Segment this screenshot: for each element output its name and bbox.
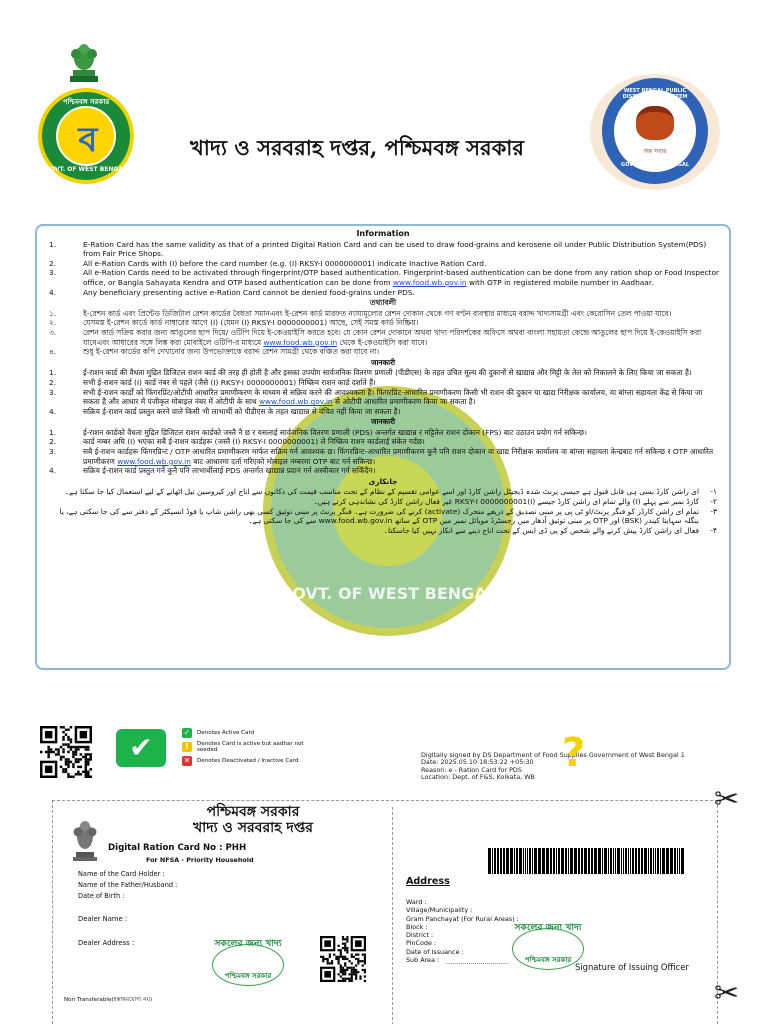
logo-right-motto: অন্ন সবার: [643, 148, 667, 155]
card-header-dept: খাদ্য ও সরবরাহ দপ্তর: [192, 820, 313, 836]
info-item: [45, 466, 721, 476]
info-item: [45, 526, 721, 536]
stamp-right-top-text: সকলের জন্য খাদ্য: [514, 922, 582, 933]
legend-active-text: Denotes Active Card: [197, 730, 255, 736]
info-item-text: শুধু ই-রেশন কার্ডের কপি দেখানোর জন্য উপভোক্তাকে বরাদ্দ রেশন সামগ্রী থেকে বঞ্চিত করা যাবে না।: [83, 347, 379, 357]
stamp-left-top-text: সকলের জন্য খাদ্য: [214, 938, 282, 949]
info-item-text: রেশন কার্ড সক্রিয় করার জন্য আঙুলের ছাপ দিয়ে/ ওটিপি দিয়ে ই-কেওয়াইসি করতে হবে। যে কোন রেশন দোকানে অথবা খাদ্য পরিদর্শকের অফিসে অথবা বাংলা সহায়তা কেন্দ্রে আঙুলের ছাপ দিয়ে ই-কেওয়াইসি করা যাবেএবং আধারের সঙ্গে লিঙ্ক করা মোবাইলে ওটিপি-র মাধ্যমে www.food.wb.gov.in থেকে ই-কেওয়াইসি করা যাবে।: [83, 327, 702, 347]
info-item: [45, 347, 721, 357]
address-gram-panchayat-label: Gram Panchayat (For Rural Areas) :: [406, 914, 519, 923]
info-item-text: যেসমস্ত ই-রেশন কার্ডে কার্ড নাম্বারের আগে (I) (যেমন (I) RKSY-I 0000000001) আছে, সেই সমস্ত কার্ড নিষ্ক্রিয়।: [83, 318, 419, 328]
information-box: [35, 224, 731, 670]
card-category: For NFSA - Priority Household: [146, 856, 254, 864]
logo-left-bottom-text: GOVT. OF WEST BENGAL: [45, 166, 127, 173]
card-holder-name-label: Name of the Card Holder :: [78, 870, 165, 878]
food-wb-link[interactable]: www.food.wb.gov.in: [117, 456, 191, 466]
info-item-number: 3.: [49, 447, 57, 457]
question-mark-icon: ?: [562, 730, 586, 776]
food-wb-link[interactable]: www.food.wb.gov.in: [392, 277, 467, 287]
hindi-info-list: [45, 368, 721, 416]
info-item: [45, 407, 721, 417]
info-item: [45, 240, 721, 259]
info-item-text: Any beneficiary presenting active e-Ration Card cannot be denied food-grains under PDS.: [83, 287, 415, 297]
food-wb-link[interactable]: www.food.wb.gov.in: [263, 337, 338, 347]
info-item-number: 2.: [49, 437, 57, 447]
logo-right-bottom-text: GOVT. OF WEST BENGAL: [620, 162, 690, 168]
info-item-text: All e-Ration Cards need to be activated through fingerprint/OTP based authentication. Fingerprint-based authentication can be done from any ration shop or Food Inspector office, or Bangla Sahayata Kendra and OTP based authentication can be done from www.food.wb.gov.in with OTP in registered mobile number in Aadhaar.: [83, 268, 720, 287]
info-item-number: 3.: [49, 387, 57, 397]
scissors-icon-top: ✂: [714, 782, 740, 817]
legend-inactive: [182, 756, 312, 766]
info-item-number: ১.: [49, 308, 57, 318]
info-item-text: सबै ई-राशन कार्डहरू फिंगरप्रिन्ट / OTP आधारित प्रमाणीकरण मार्फत सक्रिय गर्न आवश्यक छ। फिंगरप्रिन्ट-आधारित प्रमाणीकरण कुनै पनि राशन दोकान वा खाद्य निरीक्षक कार्यालय वा बांग्ला सहायता केन्द्रबाट गर्न सकिन्छ र OTP आधारित प्रमाणीकरण www.food.wb.gov.in बाट आधारमा दर्ता गरिएको मोबाइल नम्बरमा OTP बाट गर्न सकिन्छ।: [83, 447, 714, 466]
qr-code-card: [320, 936, 366, 982]
info-item-text: कार्ड नम्बर अघि (I) भएका सबै ई-राशन कार्डहरू (जस्तै (I) RKSY-I 0000000001) ले निष्क्रिय राशन कार्डलाई संकेत गर्दछ।: [83, 437, 425, 447]
english-info-list: [45, 240, 721, 298]
info-item: [45, 318, 721, 328]
info-item-number: 1.: [49, 368, 57, 378]
hindi-section-title: जानकारी: [370, 357, 396, 367]
info-item-text: کارڈ نمبر سے پہلے (I) والے تمام ای راشن کارڈ جیسے (I)RKSY-I 0000000001 غیر فعال راشن کارڈ کی نشاندہی کرتے ہیں۔: [313, 497, 699, 507]
signature-of-issuing-officer: Signature of Issuing Officer: [575, 962, 689, 972]
logo-left-top-text: পশ্চিমবঙ্গ সরকার: [62, 98, 110, 106]
sub-area-label: Sub Area :: [406, 956, 440, 965]
food-for-all-stamp-left: [202, 936, 294, 994]
info-item: [45, 487, 721, 497]
info-item-text: ई-राशन कार्ड की वैधता मुद्रित डिजिटल राशन कार्ड की तरह ही होती है और इसका उपयोग सार्वजनिक वितरण प्रणाली (पीडीएस) के तहत उचित मूल्य की दुकानों से खाद्यान्न और मिट्टी के तेल को निकालने के लिए किया जा सकता है।: [83, 368, 692, 378]
scissors-icon-bottom: ✂: [714, 976, 740, 1011]
info-item-number: 1.: [49, 239, 57, 249]
card-holder-fields: [78, 869, 177, 902]
address-ward-label: Ward :: [406, 898, 427, 906]
logo-left-inner: [56, 106, 116, 166]
date-of-birth-label: Date of Birth :: [78, 892, 125, 900]
info-item: [45, 428, 721, 438]
info-item: [45, 388, 721, 407]
status-legend: [182, 728, 312, 769]
info-item-text: All e-Ration Cards with (I) before the card number (e.g. (I) RKSY-I 0000000001) indicate Inactive Ration Card.: [83, 258, 487, 268]
dealer-name-label: Dealer Name :: [78, 915, 128, 923]
logo-left-letter: ব: [78, 120, 98, 160]
ration-card: [52, 800, 718, 1024]
national-emblem-icon: [70, 818, 100, 864]
info-item-text: सक्रिय ई-राशन कार्ड प्रस्तुत करने वाले किसी भी लाभार्थी को पीडीएस के तहत खाद्यान्न से वंचित नहीं किया जा सकता है।: [83, 406, 401, 416]
info-item-number: ۲-: [710, 497, 717, 507]
address-block-label: Block :: [406, 922, 428, 931]
info-item-text: ई-राशन कार्डको वैधता मुद्रित डिजिटल राशन कार्डको जस्तै नै छ र यसलाई सार्वजनिक वितरण प्रणाली (PDS) अन्तर्गत खाद्यान्न र मट्टितेल राशन दोकान (FPS) बाट उठाउन प्रयोग गर्न सकिन्छ।: [83, 427, 587, 437]
ration-card-number-label: Digital Ration Card No : PHH: [108, 843, 247, 853]
address-title: Address: [406, 876, 450, 887]
active-card-check-icon: ✔: [116, 729, 166, 767]
nepali-info-list: [45, 428, 721, 476]
info-item-number: ۴-: [710, 525, 717, 535]
food-wb-link[interactable]: www.food.wb.gov.in: [258, 397, 333, 407]
address-district-label: District :: [406, 931, 434, 940]
cross-icon: ✕: [183, 756, 191, 765]
info-item: [45, 288, 721, 298]
signature-reason: Reason: e - Ration Card for PDS: [421, 765, 522, 774]
info-item: [45, 368, 721, 378]
signature-signed-by: Digitally signed by DS Department of Food Supplies Government of West Bengal 1: [421, 751, 685, 759]
info-item: [45, 507, 721, 526]
father-husband-name-label: Name of the Father/Husband :: [78, 881, 178, 889]
bengali-info-list: [45, 309, 721, 357]
legend-active: [182, 728, 312, 738]
card-header-govt: পশ্চিমবঙ্গ সরকার: [206, 804, 300, 820]
info-item-text: सभी ई-राशन कार्ड (I) कार्ड नंबर से पहले (जैसे (I) RKSY-I 0000000001) निष्क्रिय राशन कार्ड दर्शाते हैं।: [83, 377, 376, 387]
non-transferable-note: Non Transferable(হস্তান্তরযোগ্য নয়): [64, 997, 153, 1003]
info-item-number: 4.: [49, 466, 57, 476]
wb-pds-logo: [590, 74, 720, 190]
wb-govt-logo: [38, 88, 134, 184]
ashoka-emblem-icon: [64, 40, 104, 84]
info-item: [45, 309, 721, 319]
info-item: [45, 259, 721, 269]
legend-not-seeded-text: Denotes Card is active but aadhar not seeded: [197, 741, 304, 753]
info-item: [45, 268, 721, 287]
sub-area-value: ...............................: [446, 958, 509, 966]
info-item-text: فعال ای راشن کارڈ پیش کرنے والے شخص کو پی ڈی ایس کے تحت اناج دینے سے انکار نہیں کیا جاسکتا۔: [383, 525, 699, 535]
stamp-right-bottom-text: পশ্চিমবঙ্গ সরকার: [524, 956, 572, 964]
watermark-text: GOVT. OF WEST BENGAL: [279, 584, 497, 603]
info-item-text: सभी ई-राशन कार्डों को फिंगरप्रिंट/ओटीपी आधारित प्रमाणीकरण के माध्यम से सक्रिय करने की आवश्यकता है। फिंगरप्रिंट-आधारित प्रमाणीकरण किसी भी राशन की दुकान या खाद्य निरीक्षक कार्यालय, या बांग्ला सहायता केंद्र से किया जा सकता है और आधार में पंजीकृत मोबाइल नंबर में ओटीपी के साथ www.food.wb.gov.in से ओटीपी आधारित प्रमाणीकरण किया जा सकता है।: [83, 387, 703, 407]
info-item: [45, 437, 721, 447]
info-item-number: ৩.: [49, 327, 57, 337]
legend-not-seeded: [182, 741, 312, 753]
info-item-text: सक्रिय ई-राशन कार्ड प्रस्तुत गर्ने कुनै पनि लाभार्थीलाई PDS अन्तर्गत खाद्यान्न प्रदान गर्न अस्वीकार गर्न सकिँदैन।: [83, 466, 376, 476]
info-item-number: 2.: [49, 258, 57, 268]
info-item-text: ای راشن کارڈ بسی ہی قابل قبول ہے جیسی پرنٹ شدہ ڈیجیٹل راشن کارڈ اور اسے عوامی تقسیم کے نظام کے تحت مناسب قیمت کی دکانوں سے اناج اور کیروسین تیل اٹھانے کے لیے استعمال کیا جا سکتا ہے۔: [64, 487, 699, 497]
page-title: খাদ্য ও সরবরাহ দপ্তর, পশ্চিমবঙ্গ সরকার: [190, 135, 524, 160]
info-item-number: 2.: [49, 377, 57, 387]
info-item-text: E-Ration Card has the same validity as that of a printed Digital Ration Card and can be used to draw food-grains and kerosene oil under Public Distribution System(PDS) from Fair Price Shops.: [83, 239, 707, 259]
logo-right-ring: [602, 78, 708, 184]
legend-inactive-text: Denotes Deactivated / Inactive Card: [197, 758, 299, 764]
info-item-number: ২.: [49, 318, 57, 328]
address-village-label: Village/Municipality :: [406, 906, 473, 915]
info-item-number: 4.: [49, 406, 57, 416]
info-item-number: ৪.: [49, 347, 57, 357]
info-item: [45, 497, 721, 507]
info-item-number: 4.: [49, 287, 57, 297]
dealer-address-label: Dealer Address :: [78, 939, 135, 947]
stamp-left-bottom-text: পশ্চিমবঙ্গ সরকার: [224, 972, 272, 980]
signature-location: Location: Dept. of F&S, Kolkata, WB: [421, 773, 535, 782]
info-item-number: 3.: [49, 268, 57, 278]
info-item: [45, 328, 721, 347]
info-item-number: ۳-: [710, 506, 717, 516]
barcode: [486, 848, 686, 874]
info-item-text: تمام ای راشن کارڈز کو فنگر پرنٹ/او ٹی پی پر مبنی تصدیق کے ذریعے متحرک (activate) کرنے کی ضرورت ہے۔ فنگر پرنٹ پر مبنی توثیق کسی بھی راشن شاپ یا فوڈ انسپکٹر کے دفتر سے کی جا سکتی ہے، یا بنگلہ سہایتا کیندر (BSK) اور OTP پر مبنی توثیق آدھار میں رجسٹرڈ موبائل نمبر میں OTP کے ساتھ www.food.wb.gov.in سے کی جا سکتی ہے۔: [59, 506, 699, 526]
active-check-icon: ✓: [183, 728, 191, 737]
address-pincode-label: PinCode :: [406, 939, 437, 948]
info-item: [45, 447, 721, 466]
info-item-text: ই-রেশন কার্ড এবং প্রিন্টেড ডিজিটাল রেশন কার্ডের বৈধতা সমানএবং ই-রেশন কার্ড মারফত ন্যায্যমূল্যের রেশন দোকান থেকে গণ বণ্টন ব্যবস্থার মাধ্যমে বরাদ্দ খাদ্যসামগ্রী এবং কেরোসিন তেল পাওয়া যাবে।: [83, 308, 672, 318]
date-of-issuance-label: Date of Issuance :: [406, 947, 464, 956]
bengali-section-title: তথ্যাবলী: [369, 298, 397, 308]
pot-icon: [636, 106, 674, 140]
info-item-number: ۱-: [710, 487, 717, 497]
information-title: Information: [356, 229, 410, 238]
urdu-info-list: [45, 487, 721, 535]
logo-right-top-text: WEST BENGAL PUBLIC DISTRIBUTION SYSTEM: [622, 88, 688, 100]
signature-date: Date: 2025.05.10 18:53:22 +05:30: [421, 758, 534, 767]
info-item-number: 1.: [49, 427, 57, 437]
urdu-section-title: جانکاری: [368, 476, 398, 486]
info-item: [45, 378, 721, 388]
warning-icon: !: [182, 742, 192, 752]
qr-code-top: [38, 726, 94, 778]
nepali-section-title: जानकारी: [370, 417, 396, 427]
